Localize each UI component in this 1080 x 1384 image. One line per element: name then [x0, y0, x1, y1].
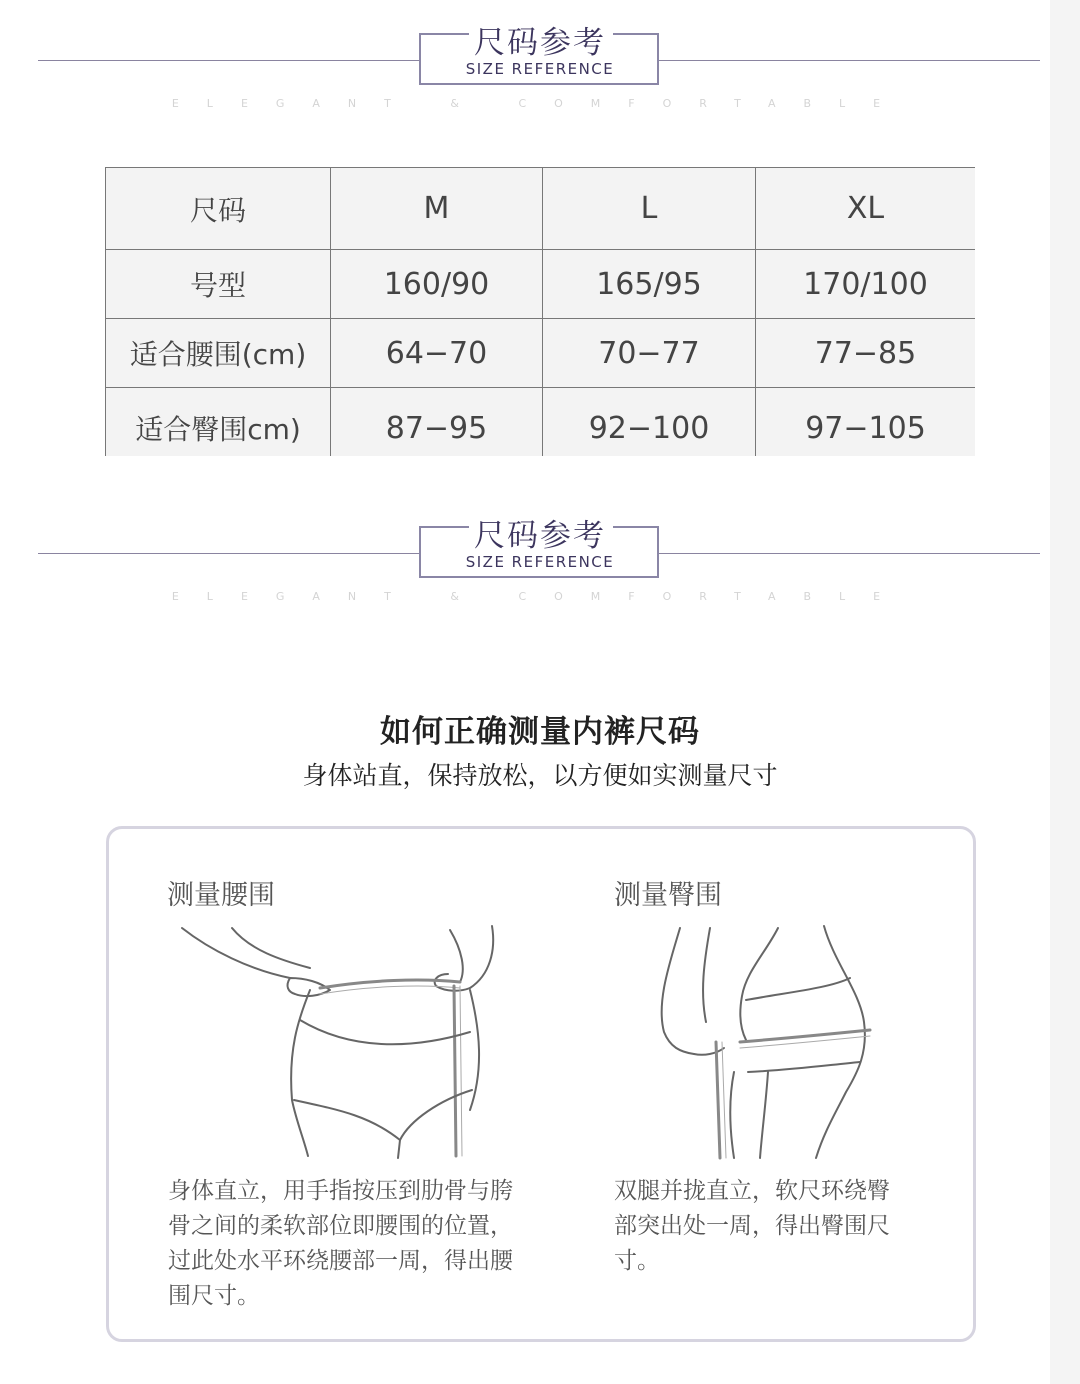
hip-description-line: 寸。: [614, 1248, 660, 1274]
header-tagline: ELEGANT & COMFORTABLE: [171, 97, 909, 110]
section-header-second: [0, 493, 1050, 603]
section-header-top: [0, 0, 1050, 110]
table-row-label: 号型: [106, 250, 331, 319]
table-cell: 170/100: [756, 250, 976, 319]
waist-description-line: 过此处水平环绕腰部一周，得出腰: [168, 1248, 513, 1274]
header-title-cn: 尺码参考: [474, 25, 606, 61]
header-tagline: ELEGANT & COMFORTABLE: [171, 590, 909, 603]
table-cell: 87−95: [331, 388, 543, 457]
waist-measure-illustration: [170, 920, 510, 1160]
hip-description-line: 双腿并拢直立，软尺环绕臀: [614, 1178, 890, 1204]
waist-description-line: 身体直立，用手指按压到肋骨与胯: [168, 1178, 513, 1204]
hip-description: [614, 1174, 944, 1279]
table-header-cell: L: [543, 168, 756, 250]
size-table-container: [105, 167, 975, 456]
table-header-cell: M: [331, 168, 543, 250]
header-title-en: SIZE REFERENCE: [465, 60, 615, 78]
table-cell: 64−70: [331, 319, 543, 388]
waist-title: 测量腰围: [167, 880, 275, 911]
table-header-cell: XL: [756, 168, 976, 250]
table-row-label: 适合腰围(cm): [106, 319, 331, 388]
header-title-en: SIZE REFERENCE: [465, 553, 615, 571]
table-cell: 70−77: [543, 319, 756, 388]
hip-title: 测量臀围: [614, 880, 722, 911]
waist-description: [168, 1174, 558, 1314]
table-header-cell: 尺码: [106, 168, 331, 250]
hip-measure-illustration: [650, 922, 890, 1162]
size-table: [105, 167, 975, 456]
howto-subtitle: 身体站直，保持放松，以方便如实测量尺寸: [302, 761, 778, 790]
waist-description-line: 围尺寸。: [168, 1283, 260, 1309]
table-cell: 92−100: [543, 388, 756, 457]
table-cell: 165/95: [543, 250, 756, 319]
header-title-cn: 尺码参考: [474, 518, 606, 554]
table-row: [106, 250, 976, 319]
table-row: [106, 319, 976, 388]
table-row-label: 适合臀围cm): [106, 388, 331, 457]
edge-strip: [1050, 0, 1080, 1384]
table-cell: 160/90: [331, 250, 543, 319]
table-header-row: [106, 168, 976, 250]
table-cell: 77−85: [756, 319, 976, 388]
table-row: [106, 388, 976, 457]
hip-description-line: 部突出处一周，得出臀围尺: [614, 1213, 890, 1239]
howto-title: 如何正确测量内裤尺码: [380, 714, 700, 750]
waist-description-line: 骨之间的柔软部位即腰围的位置，: [168, 1213, 513, 1239]
table-cell: 97−105: [756, 388, 976, 457]
